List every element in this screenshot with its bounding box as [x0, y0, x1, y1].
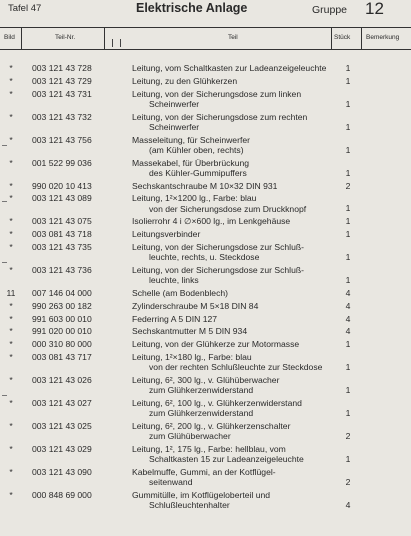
- row-description: [132, 76, 332, 86]
- column-divider: [361, 27, 362, 50]
- row-quantity: 1: [345, 274, 351, 285]
- table-row: [0, 314, 411, 324]
- row-description: [132, 490, 332, 510]
- row-description-line: Scheinwerfer: [149, 121, 200, 132]
- row-description-line: Leitung, 6², 200 lg., v. Glühkerzenschalter: [132, 420, 291, 431]
- row-part-number: 003 081 43 718: [32, 229, 92, 240]
- table-row: [0, 352, 411, 372]
- row-description-line: Gummitülle, im Kotflügeloberteil und: [132, 489, 271, 500]
- row-bild: *: [9, 443, 13, 454]
- column-header-stueck: Stück: [334, 34, 351, 41]
- row-description-line: Leitung, 1², 175 lg., Farbe: hellblau, vom: [132, 443, 286, 454]
- row-description-line: Leitung, von der Glühkerze zur Motormasse: [132, 339, 300, 350]
- column-header-teil: Teil: [228, 34, 238, 41]
- row-description-line: Kabelmuffe, Gummi, an der Kotflügel-: [132, 466, 276, 477]
- row-bild: *: [9, 339, 13, 350]
- table-row: [0, 301, 411, 311]
- row-description-line: Leitung, von der Sicherungsdose zur Schluß-: [132, 264, 304, 275]
- row-description: [132, 193, 332, 213]
- table-row: [0, 216, 411, 226]
- row-quantity: 2: [345, 180, 351, 191]
- row-quantity: 1: [345, 384, 351, 395]
- row-description-line: Masseleitung, für Scheinwerfer: [132, 134, 250, 145]
- row-part-number: 001 522 99 036: [32, 157, 92, 168]
- column-divider: [104, 27, 105, 50]
- row-description-line: leuchte, rechts, u. Steckdose: [149, 252, 260, 263]
- row-bild: *: [9, 157, 13, 168]
- row-bild: *: [9, 111, 13, 122]
- row-quantity: 1: [345, 203, 351, 214]
- row-part-number: 003 121 43 735: [32, 241, 92, 252]
- row-bild: *: [9, 397, 13, 408]
- row-quantity: 4: [345, 313, 351, 324]
- row-description-line: Schelle (am Bodenblech): [132, 287, 229, 298]
- row-quantity: 1: [345, 75, 351, 86]
- row-part-number: 003 121 43 736: [32, 264, 92, 275]
- row-description: [132, 467, 332, 487]
- table-row: [0, 242, 411, 262]
- row-bild: *: [9, 134, 13, 145]
- row-description: [132, 181, 332, 191]
- table-row: [0, 229, 411, 239]
- row-description-line: Leitung, von der Sicherungsdose zum linken: [132, 88, 302, 99]
- table-row: [0, 265, 411, 285]
- row-bild: *: [9, 313, 13, 324]
- row-description: [132, 112, 332, 132]
- column-header-bild: Bild: [4, 34, 15, 41]
- row-bild: *: [9, 63, 13, 73]
- row-bild: *: [9, 326, 13, 337]
- table-row: [0, 444, 411, 464]
- row-description-line: Schaltkasten 15 zur Ladeanzeigeleuchte: [149, 454, 304, 465]
- row-description: [132, 314, 332, 324]
- row-part-number: 003 121 43 026: [32, 374, 92, 385]
- row-part-number: 007 146 04 000: [32, 287, 92, 298]
- row-quantity: 1: [345, 98, 351, 109]
- row-description-line: Federring A 5 DIN 127: [132, 313, 218, 324]
- row-description: [132, 216, 332, 226]
- row-part-number: 003 121 43 089: [32, 193, 92, 204]
- row-bild: *: [9, 229, 13, 240]
- row-quantity: 1: [345, 339, 351, 350]
- row-bild: *: [9, 420, 13, 431]
- row-description-line: Leitung, 6², 300 lg., v. Glühüberwacher: [132, 374, 280, 385]
- row-description-line: Leitung, zu den Glühkerzen: [132, 75, 238, 86]
- row-bild: *: [9, 75, 13, 86]
- row-description: [132, 326, 332, 336]
- table-row: [0, 467, 411, 487]
- row-quantity: 4: [345, 287, 351, 298]
- row-quantity: 1: [345, 229, 351, 240]
- row-description: [132, 421, 332, 441]
- row-part-number: 003 081 43 717: [32, 351, 92, 362]
- row-description: [132, 288, 332, 298]
- table-row: [0, 181, 411, 191]
- row-description: [132, 265, 332, 285]
- table-row: [0, 76, 411, 86]
- row-description: [132, 135, 332, 155]
- row-description-line: Isolierrohr 4 i ∅×600 lg., im Lenkgehäuse: [132, 216, 291, 227]
- parts-list: [0, 63, 411, 513]
- row-description: [132, 339, 332, 349]
- group-label: Gruppe: [312, 4, 348, 16]
- table-row: [0, 421, 411, 441]
- row-description-line: Leitungsverbinder: [132, 229, 201, 240]
- group-number: 12: [365, 0, 384, 18]
- row-description-line: Leitung, von der Sicherungsdose zum rechten: [132, 111, 308, 122]
- row-quantity: 1: [345, 121, 351, 132]
- row-description: [132, 352, 332, 372]
- table-row: [0, 63, 411, 73]
- row-description: [132, 158, 332, 178]
- row-bild: 11: [6, 287, 16, 298]
- row-part-number: 003 121 43 025: [32, 420, 92, 431]
- row-quantity: 2: [345, 476, 351, 487]
- row-bild: *: [9, 489, 13, 500]
- row-part-number: 000 848 69 000: [32, 489, 92, 500]
- row-bild: *: [9, 193, 13, 204]
- row-description-line: von der Sicherungsdose zum Druckknopf: [149, 203, 307, 214]
- table-row: [0, 89, 411, 109]
- row-bild: *: [9, 466, 13, 477]
- row-part-number: 003 121 43 728: [32, 63, 92, 73]
- column-header-bemerkung: Bemerkung: [366, 34, 400, 41]
- row-description-line: seitenwand: [149, 477, 193, 488]
- row-bild: *: [9, 374, 13, 385]
- row-description: [132, 301, 332, 311]
- row-quantity: 4: [345, 499, 351, 510]
- row-bild: *: [9, 241, 13, 252]
- row-description-line: Leitung, vom Schaltkasten zur Ladeanzeigeleuchte: [132, 63, 327, 73]
- row-quantity: 1: [345, 216, 351, 227]
- row-description-line: Schlußleuchtenhalter: [149, 500, 230, 511]
- row-description-line: (am Kühler oben, rechts): [149, 144, 244, 155]
- row-quantity: 2: [345, 430, 351, 441]
- row-quantity: 1: [345, 63, 351, 73]
- column-tick: [120, 39, 121, 47]
- row-bild: *: [9, 180, 13, 191]
- row-part-number: 990 263 00 182: [32, 300, 92, 311]
- row-bild: *: [9, 216, 13, 227]
- plate-number: Tafel 47: [8, 3, 42, 14]
- row-description: [132, 89, 332, 109]
- section-title: Elektrische Anlage: [136, 1, 248, 15]
- row-part-number: 990 020 10 413: [32, 180, 92, 191]
- row-description-line: zum Glühüberwacher: [149, 431, 231, 442]
- row-bild: *: [9, 264, 13, 275]
- row-description: [132, 63, 332, 73]
- column-header-row: [0, 27, 411, 50]
- row-description-line: Sechskantschraube M 10×32 DIN 931: [132, 180, 278, 191]
- row-quantity: 1: [345, 251, 351, 262]
- row-quantity: 1: [345, 361, 351, 372]
- row-description: [132, 398, 332, 418]
- row-description: [132, 444, 332, 464]
- row-description-line: Leitung, von der Sicherungsdose zur Schluß-: [132, 241, 304, 252]
- row-part-number: 003 121 43 027: [32, 397, 92, 408]
- column-divider: [331, 27, 332, 50]
- row-quantity: 4: [345, 326, 351, 337]
- table-row: [0, 158, 411, 178]
- row-quantity: 1: [345, 407, 351, 418]
- row-bild: *: [9, 88, 13, 99]
- column-tick: [112, 39, 113, 47]
- page-header: [0, 0, 411, 26]
- table-row: [0, 288, 411, 298]
- row-description-line: zum Glühkerzenwiderstand: [149, 385, 254, 396]
- row-quantity: 1: [345, 144, 351, 155]
- row-description: [132, 375, 332, 395]
- table-row: [0, 398, 411, 418]
- table-row: [0, 490, 411, 510]
- row-description: [132, 242, 332, 262]
- table-row: [0, 375, 411, 395]
- row-part-number: 991 603 00 010: [32, 313, 92, 324]
- row-part-number: 991 020 00 010: [32, 326, 92, 337]
- row-part-number: 003 121 43 090: [32, 466, 92, 477]
- row-description-line: zum Glühkerzenwiderstand: [149, 408, 254, 419]
- table-row: [0, 326, 411, 336]
- row-bild: *: [9, 351, 13, 362]
- row-description-line: Massekabel, für Überbrückung: [132, 157, 250, 168]
- row-description-line: des Kühler-Gummipuffers: [149, 167, 247, 178]
- table-row: [0, 339, 411, 349]
- row-quantity: 1: [345, 453, 351, 464]
- row-part-number: 003 121 43 732: [32, 111, 92, 122]
- column-header-teilnr: Teil-Nr.: [55, 34, 76, 41]
- table-row: [0, 135, 411, 155]
- row-description-line: Leitung, 6², 100 lg., v. Glühkerzenwiderstand: [132, 397, 302, 408]
- row-description-line: Scheinwerfer: [149, 98, 200, 109]
- row-part-number: 003 121 43 075: [32, 216, 92, 227]
- row-bild: *: [9, 300, 13, 311]
- row-part-number: 003 121 43 029: [32, 443, 92, 454]
- row-description-line: Zylinderschraube M 5×18 DIN 84: [132, 300, 259, 311]
- row-quantity: 1: [345, 167, 351, 178]
- row-description-line: leuchte, links: [149, 275, 199, 286]
- row-part-number: 003 121 43 729: [32, 75, 92, 86]
- row-description-line: Sechskantmutter M 5 DIN 934: [132, 326, 248, 337]
- row-part-number: 003 121 43 731: [32, 88, 92, 99]
- row-description-line: Leitung, 1²×1200 lg., Farbe: blau: [132, 193, 257, 204]
- table-row: [0, 112, 411, 132]
- row-description: [132, 229, 332, 239]
- row-part-number: 000 310 80 000: [32, 339, 92, 350]
- row-description-line: Leitung, 1²×180 lg., Farbe: blau: [132, 351, 252, 362]
- table-row: [0, 193, 411, 213]
- row-part-number: 003 121 43 756: [32, 134, 92, 145]
- row-description-line: von der rechten Schlußleuchte zur Steckdose: [149, 362, 323, 373]
- row-quantity: 4: [345, 300, 351, 311]
- column-divider: [21, 27, 22, 50]
